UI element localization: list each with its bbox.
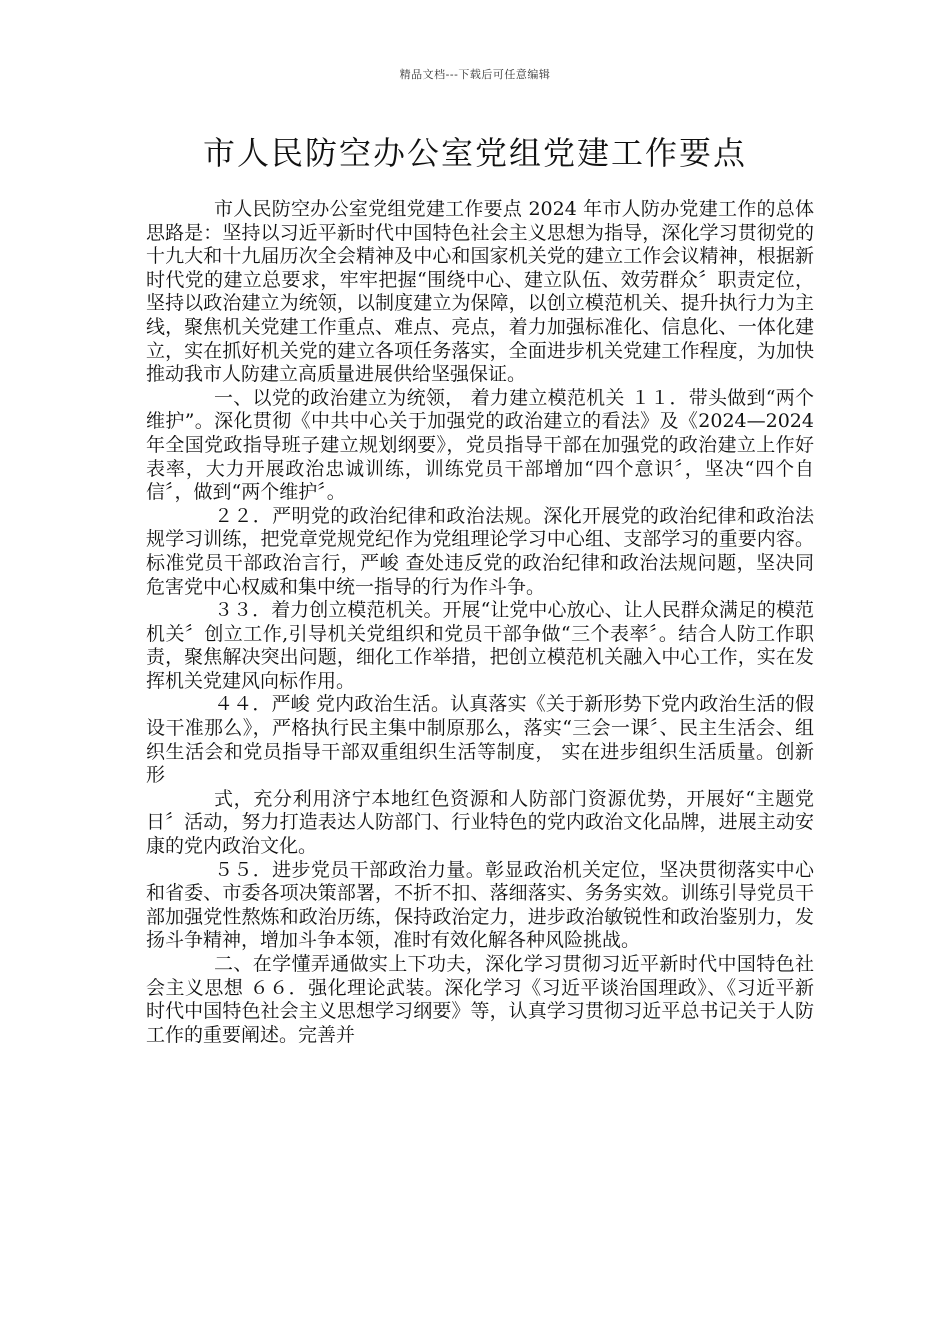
paragraph-section-1-item-1: 一、以党的政治建立为统领， 着力建立模范机关 １１．带头做到“两个维护”。深化贯彻《中共中心关于加强党的政治建立的看法》及《2024—2024 年全国党政指导班子建立规划纲要》，党员指导干部在加强党的政治建立上作好表率，大力开展政治忠诚训练，训练党员干部增加“四个意识〞，坚决“四个自信〞，做到“两个维护〞。 <box>146 386 814 504</box>
paragraph-item-4-continued: 式，充分利用济宁本地红色资源和人防部门资源优势，开展好“主题党日〞活动，努力打造表达人防部门、行业特色的党内政治文化品牌，进展主动安康的党内政治文化。 <box>146 787 814 858</box>
paragraph-item-4: ４４．严峻 党内政治生活。认真落实《关于新形势下党内政治生活的假设干准那么》，严格执行民主集中制原那么，落实“三会一课〞、民主生活会、组织生活会和党员指导干部双重组织生活等制度， 实在进步组织生活质量。创新形 <box>146 693 814 787</box>
header-note: 精品文档---下载后可任意编辑 <box>399 68 551 81</box>
document-body <box>146 198 814 1047</box>
document-title: 市人民防空办公室党组党建工作要点 <box>202 134 747 172</box>
paragraph-item-3: ３３．着力创立模范机关。开展“让党中心放心、让人民群众满足的模范机关〞创立工作,引导机关党组织和党员干部争做“三个表率〞。结合人防工作职责，聚焦解决突出问题，细化工作举措，把创立模范机关融入中心工作，实在发挥机关党建风向标作用。 <box>146 599 814 692</box>
paragraph-section-2-item-6: 二、在学懂弄通做实上下功夫，深化学习贯彻习近平新时代中国特色社会主义思想 ６６．强化理论武装。深化学习《习近平谈治国理政》、《习近平新时代中国特色社会主义思想学习纲要》等，认真学习贯彻习近平总书记关于人防工作的重要阐述。完善并 <box>146 953 814 1046</box>
paragraph-item-2: ２２．严明党的政治纪律和政治法规。深化开展党的政治纪律和政治法规学习训练，把党章党规党纪作为党组理论学习中心组、支部学习的重要内容。标准党员干部政治言行，严峻 查处违反党的政治纪律和政治法规问题，坚决同危害党中心权威和集中统一指导的行为作斗争。 <box>146 504 814 598</box>
paragraph-item-5: ５５．进步党员干部政治力量。彰显政治机关定位，坚决贯彻落实中心和省委、市委各项决策部署，不折不扣、落细落实、务务实效。训练引导党员干部加强党性熬炼和政治历练，保持政治定力，进步政治敏锐性和政治鉴别力，发扬斗争精神，增加斗争本领，准时有效化解各种风险挑战。 <box>146 858 814 952</box>
paragraph-overview: 市人民防空办公室党组党建工作要点 2024 年市人防办党建工作的总体思路是：坚持以习近平新时代中国特色社会主义思想为指导，深化学习贯彻党的十九大和十九届历次全会精神及中心和国家机关党的建立工作会议精神，根据新时代党的建立总要求，牢牢把握“围绕中心、建立队伍、效劳群众〞职责定位，坚持以政治建立为统领，以制度建立为保障，以创立模范机关、提升执行力为主线，聚焦机关党建工作重点、难点、亮点，着力加强标准化、信息化、一体化建立，实在抓好机关党的建立各项任务落实，全面进步机关党建工作程度，为加快推动我市人防建立高质量进展供给坚强保证。 <box>146 198 814 386</box>
